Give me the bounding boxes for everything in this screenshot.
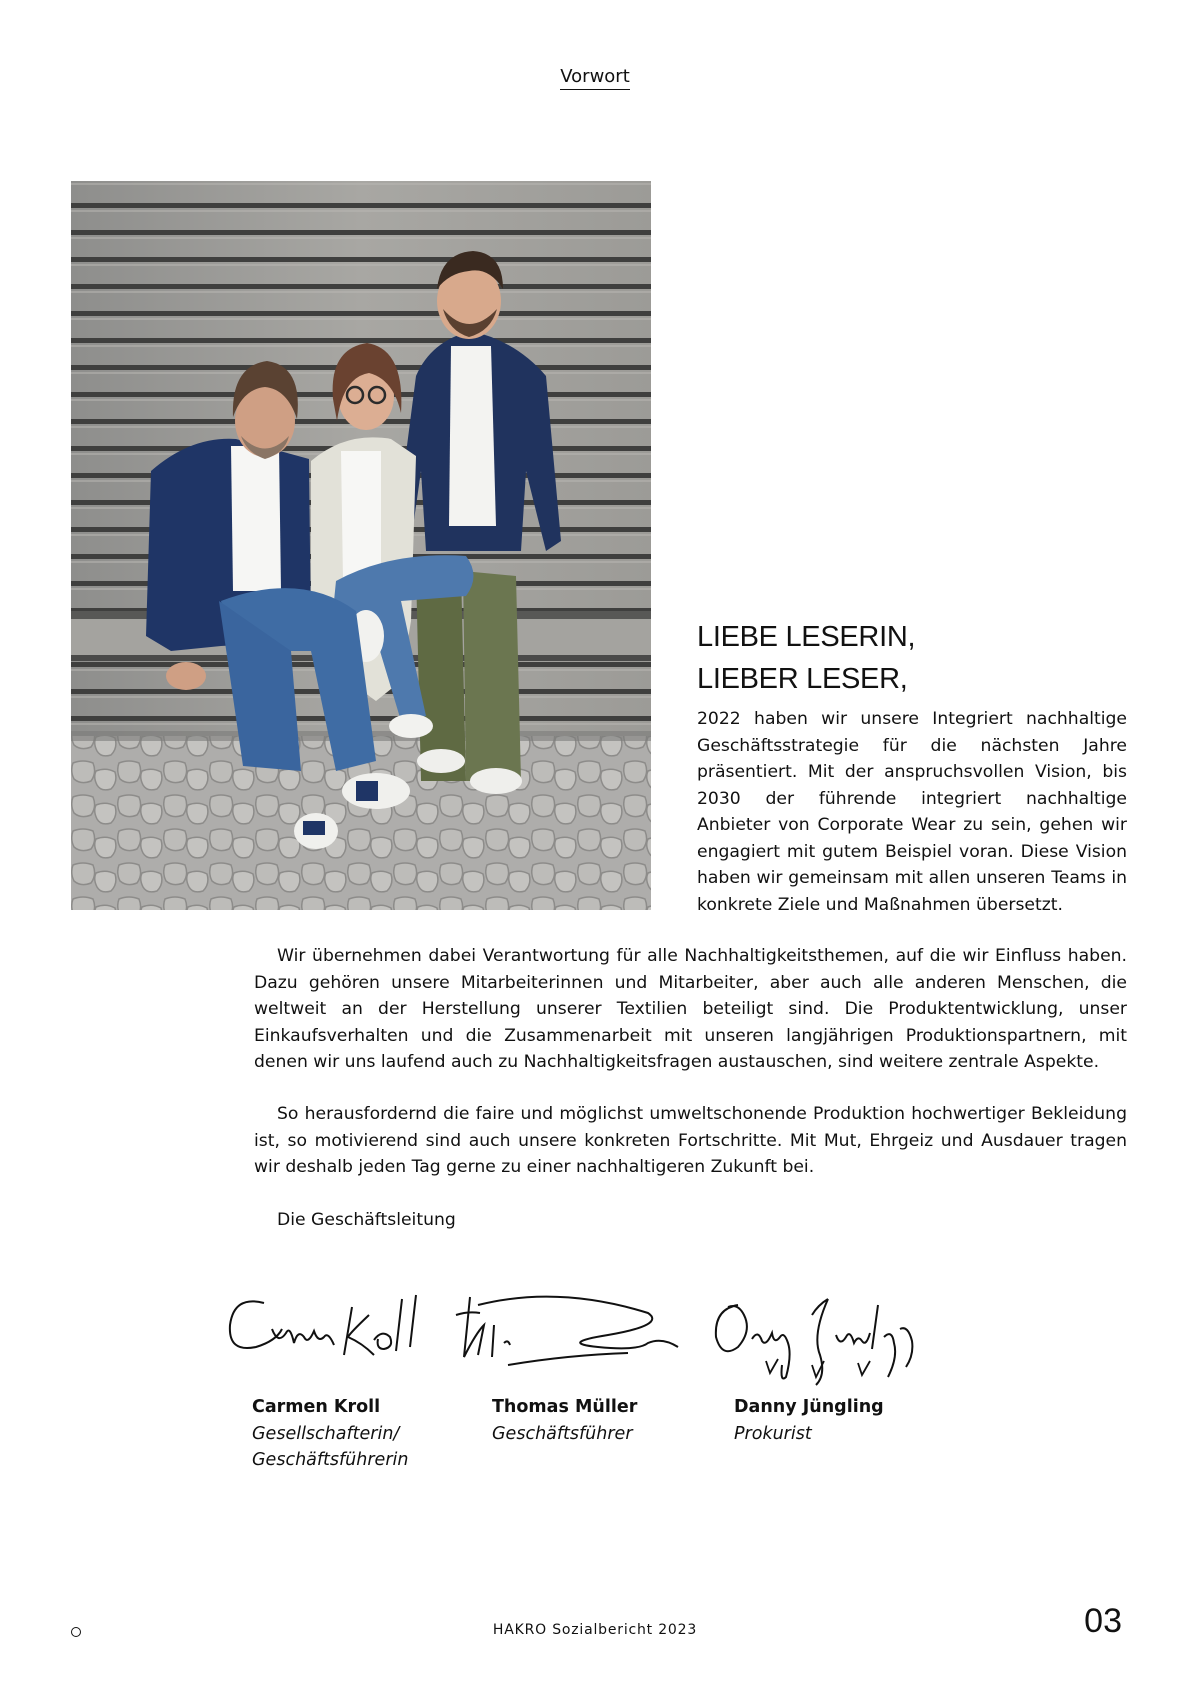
handwritten-signature-1 xyxy=(224,1285,434,1375)
body-paragraph-2: So herausfordernd die faire und möglichst umweltschonende Produktion hochwertiger Bekleidung ist, so motivierend sind auch unsere konkreten Fortschritte. Mit Mut, Ehrgeiz und Ausdauer tragen wir deshalb jeden Tag gerne zu einer nachhaltigeren Zukunft bei. xyxy=(254,1104,1127,1177)
closing-line: Die Geschäftsleitung xyxy=(277,1210,456,1230)
signatory-danny-juengling xyxy=(734,1394,884,1447)
handwritten-signature-3 xyxy=(708,1285,928,1395)
handwritten-signature-2 xyxy=(448,1285,688,1385)
section-link-label[interactable]: Vorwort xyxy=(560,66,630,90)
signatory-carmen-kroll xyxy=(252,1394,408,1474)
signatures-row xyxy=(220,1285,940,1400)
heading-line-1: LIEBE LESERIN, xyxy=(697,621,916,653)
team-photo xyxy=(71,181,651,910)
intro-paragraph: 2022 haben wir unsere Integriert nachhaltige Geschäftsstrategie für die nächsten Jahre präsentiert. Mit der anspruchsvollen Vision, bis 2030 der führende integriert nachhaltige Anbieter von Corporate Wear zu sein, gehen wir engagiert mit gutem Beispiel voran. Diese Vision haben wir gemeinsam mit allen unseren Teams in konkrete Ziele und Maßnahmen übersetzt. xyxy=(697,709,1127,915)
signatory-role-line-1: Geschäftsführer xyxy=(492,1423,633,1444)
heading-line-2: LIEBER LESER, xyxy=(697,663,908,695)
signatory-name: Danny Jüngling xyxy=(734,1397,884,1417)
section-link-vorwort[interactable] xyxy=(0,66,1190,87)
signatory-name: Carmen Kroll xyxy=(252,1397,381,1417)
signatory-role-line-1: Gesellschafterin/ xyxy=(252,1423,400,1444)
body-paragraph-1: Wir übernehmen dabei Verantwortung für alle Nachhaltigkeitsthemen, auf die wir Einfluss haben. Dazu gehören unsere Mitarbeiterinnen und Mitarbeiter, aber auch alle anderen Menschen, die weltweit an der Herstellung unserer Textilien beteiligt sind. Die Produktentwicklung, unser Einkaufsverhalten und die Zusammenarbeit mit unseren langjährigen Produktionspartnern, mit denen wir uns laufend auch zu Nachhaltigkeitsfragen austauschen, sind weitere zentrale Aspekte. xyxy=(254,946,1127,1072)
letter-heading xyxy=(697,616,1137,700)
team-photo-illustration xyxy=(71,181,651,910)
signatory-role-line-1: Prokurist xyxy=(734,1423,812,1444)
signature-carmen-kroll xyxy=(224,1285,434,1375)
signatory-role-line-2: Geschäftsführerin xyxy=(252,1450,409,1470)
page-number: 03 xyxy=(1084,1602,1122,1640)
signatory-name: Thomas Müller xyxy=(492,1397,638,1417)
signature-danny-juengling xyxy=(708,1285,928,1395)
signatory-thomas-mueller xyxy=(492,1394,637,1447)
signature-thomas-mueller xyxy=(448,1285,688,1385)
publication-title: HAKRO Sozialbericht 2023 xyxy=(492,1622,698,1638)
